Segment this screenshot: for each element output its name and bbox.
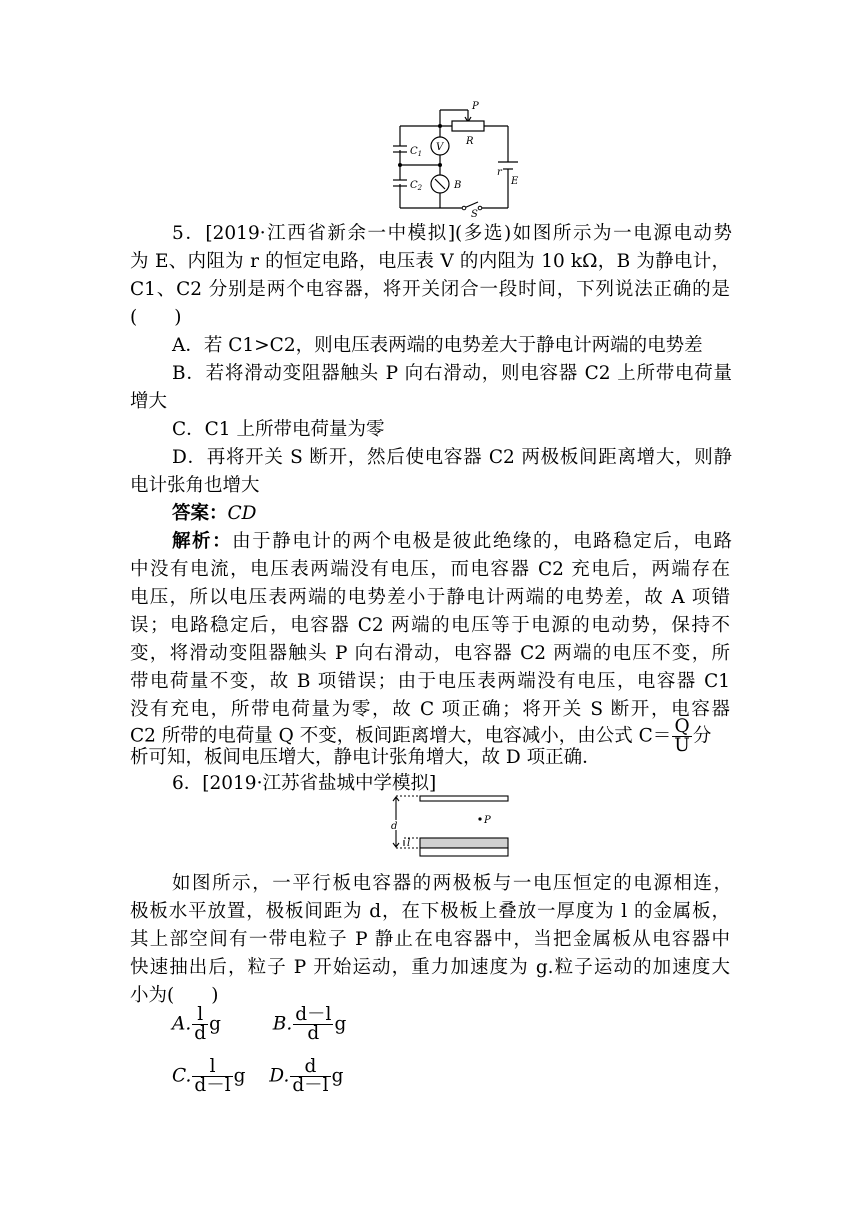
q5-analysis-5: 变，将滑动变阻器触头 P 向右滑动，电容器 C2 两端的电压不变，所 <box>130 643 730 664</box>
analysis-label: 解析： <box>172 531 233 552</box>
q5-line-1: 5．[2019·江西省新余一中模拟](多选)如图所示为一电源电动势 <box>172 223 732 244</box>
q6-options-cd: C. $\frac{l}{d-l}$ g D. $\frac{d}{d-l}$ g <box>172 1056 344 1096</box>
q5-option-d-2: 电计张角也增大 <box>130 475 260 496</box>
label-s: S <box>471 209 478 218</box>
q5-analysis-1: 解析：由于静电计的两个电极是彼此绝缘的，电路稳定后，电路 <box>172 531 732 552</box>
label-p: P <box>472 101 479 112</box>
q5-analysis-4: 误；电路稳定后，电容器 C2 两端的电压等于电源的电动势，保持不 <box>130 615 730 636</box>
answer-value: CD <box>227 503 257 524</box>
q5-option-a: A．若 C1>C2，则电压表两端的电势差大于静电计两端的电势差 <box>172 335 703 356</box>
q5-analysis-6: 带电荷量不变，故 B 项错误；由于电压表两端没有电压，电容器 C1 <box>130 671 730 692</box>
option-d-fraction: $\frac{d}{d-l}$ <box>292 1056 329 1096</box>
q5-analysis-8: C2 所带的电荷量 Q 不变，板间距离增大，电容减小，由公式 C＝ $\frac{Q}{U}$ 分 <box>130 716 712 756</box>
q6-para-1: 如图所示，一平行板电容器的两极板与一电压恒定的电源相连， <box>172 873 732 894</box>
option-c-fraction: $\frac{l}{d-l}$ <box>194 1056 231 1096</box>
label-d: d <box>391 821 398 832</box>
q6-title: 6．[2019·江苏省盐城中学模拟] <box>172 773 437 794</box>
q5-line-4: ( ) <box>130 307 182 328</box>
label-particle-p: P <box>484 815 491 826</box>
q5-option-c: C．C1 上所带电荷量为零 <box>172 419 385 440</box>
option-b-fraction: $\frac{d-l}{d}$ <box>295 1004 332 1044</box>
q5-analysis-2: 中没有电流，电压表两端没有电压，而电容器 C2 充电后，两端存在 <box>130 559 730 580</box>
q5-line-3: C1、C2 分别是两个电容器，将开关闭合一段时间，下列说法正确的是 <box>130 279 730 300</box>
circuit-diagram <box>380 100 530 218</box>
q5-analysis-3: 电压，所以电压表两端的电势差小于静电计两端的电势差，故 A 项错 <box>130 587 730 608</box>
q5-option-b-2: 增大 <box>130 391 168 412</box>
label-b: B <box>454 180 462 191</box>
label-r-resistor: R <box>466 136 474 147</box>
q5-option-d-1: D．再将开关 S 断开，然后使电容器 C2 两极板间距离增大，则静 <box>172 447 732 468</box>
option-a-label: A. <box>172 1013 192 1035</box>
q6-options-ab: A. $\frac{l}{d}$ g B. $\frac{d-l}{d}$ g <box>172 1004 347 1044</box>
label-c2: $C_2$ <box>410 180 423 192</box>
q5-answer <box>172 500 732 528</box>
q5-analysis-7: 没有充电，所带电荷量为零，故 C 项正确；将开关 S 断开，电容器 <box>130 699 730 720</box>
label-v: V <box>436 142 444 153</box>
label-e: E <box>511 176 519 187</box>
q5-line-2: 为 E、内阻为 r 的恒定电路，电压表 V 的内阻为 10 kΩ，B 为静电计， <box>130 251 730 272</box>
option-c-label: C. <box>172 1065 192 1087</box>
q5-option-b-1: B．若将滑动变阻器触头 P 向右滑动，则电容器 C2 上所带电荷量 <box>172 363 732 384</box>
answer-label: 答案： <box>172 503 228 524</box>
q6-para-4: 快速抽出后，粒子 P 开始运动，重力加速度为 g.粒子运动的加速度大 <box>130 957 730 978</box>
capacitor-diagram <box>386 794 512 864</box>
option-a-fraction: $\frac{l}{d}$ <box>194 1004 207 1044</box>
label-r-internal: r <box>497 167 502 178</box>
option-b-label: B. <box>272 1013 293 1035</box>
q6-para-3: 其上部空间有一带电粒子 P 静止在电容器中，当把金属板从电容器中 <box>130 929 730 950</box>
label-l: l <box>407 838 411 849</box>
q6-para-2: 极板水平放置，极板间距为 d，在下极板上叠放一厚度为 l 的金属板， <box>130 901 730 922</box>
q5-analysis-9: 析可知，板间电压增大，静电计张角增大，故 D 项正确． <box>130 747 601 768</box>
option-d-label: D. <box>269 1065 290 1087</box>
q6-para-5: 小为( ) <box>130 985 219 1006</box>
fraction-q-over-u: $\frac{Q}{U}$ <box>674 716 690 756</box>
label-c1: $C_1$ <box>410 146 423 158</box>
